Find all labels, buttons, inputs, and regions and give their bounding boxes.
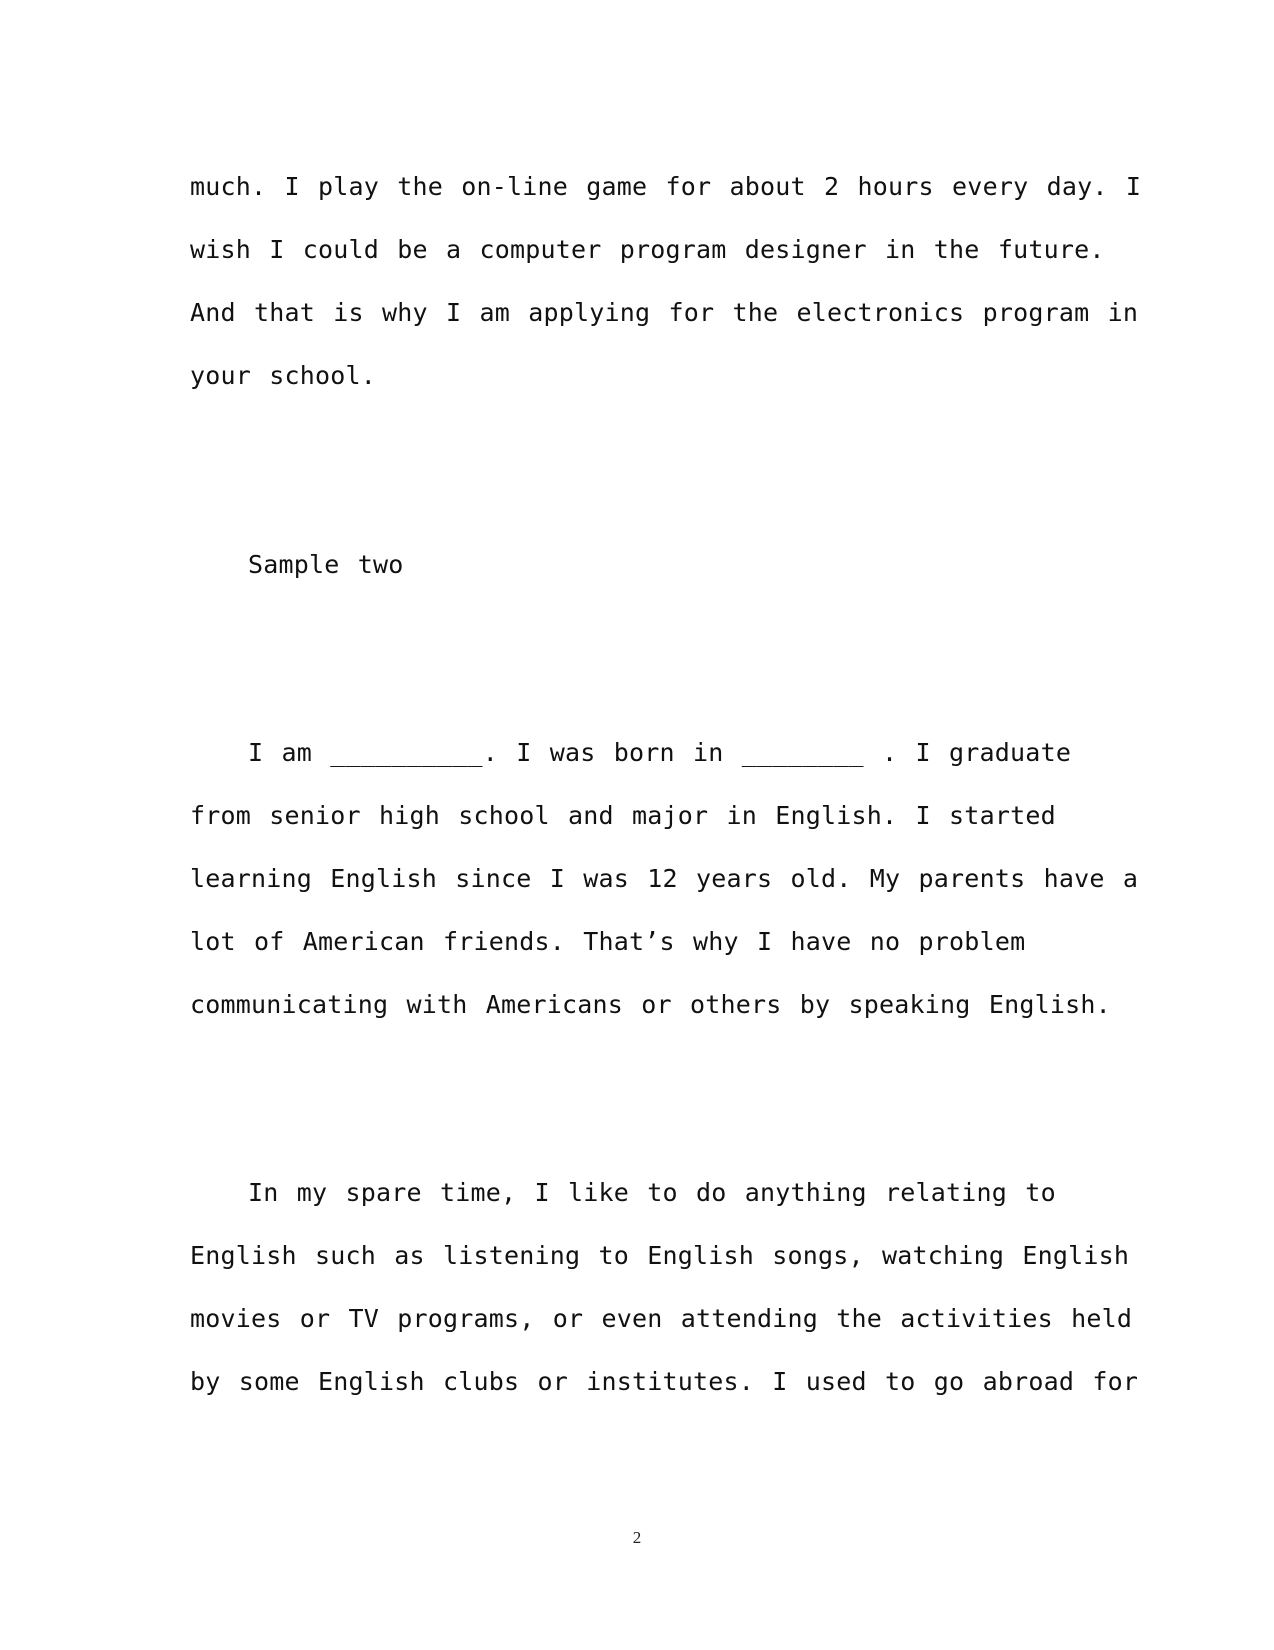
paragraph-line: from senior high school and major in English. I started	[190, 801, 1056, 830]
paragraph-line: learning English since I was 12 years old. My parents have a	[190, 864, 1139, 893]
paragraph-line: lot of American friends. That’s why I have no problem	[190, 927, 1026, 956]
paragraph-line: In my spare time, I like to do anything relating to	[248, 1178, 1056, 1207]
page-number: 2	[632, 1528, 642, 1547]
section-heading: Sample two	[248, 550, 404, 579]
paragraph-line: much. I play the on-line game for about 2 hours every day. I	[190, 172, 1142, 201]
paragraph-line: English such as listening to English songs, watching English	[190, 1241, 1130, 1270]
paragraph-line: And that is why I am applying for the electronics program in	[190, 298, 1139, 327]
paragraph-line: wish I could be a computer program designer in the future.	[190, 235, 1105, 264]
paragraph-line: your school.	[190, 361, 377, 390]
paragraph-line: by some English clubs or institutes. I used to go abroad for	[190, 1367, 1139, 1396]
paragraph-line: movies or TV programs, or even attending the activities held	[190, 1304, 1133, 1333]
paragraph-line: communicating with Americans or others by speaking English.	[190, 990, 1111, 1019]
paragraph-line: I am __________. I was born in ________ . I graduate	[248, 738, 1072, 767]
